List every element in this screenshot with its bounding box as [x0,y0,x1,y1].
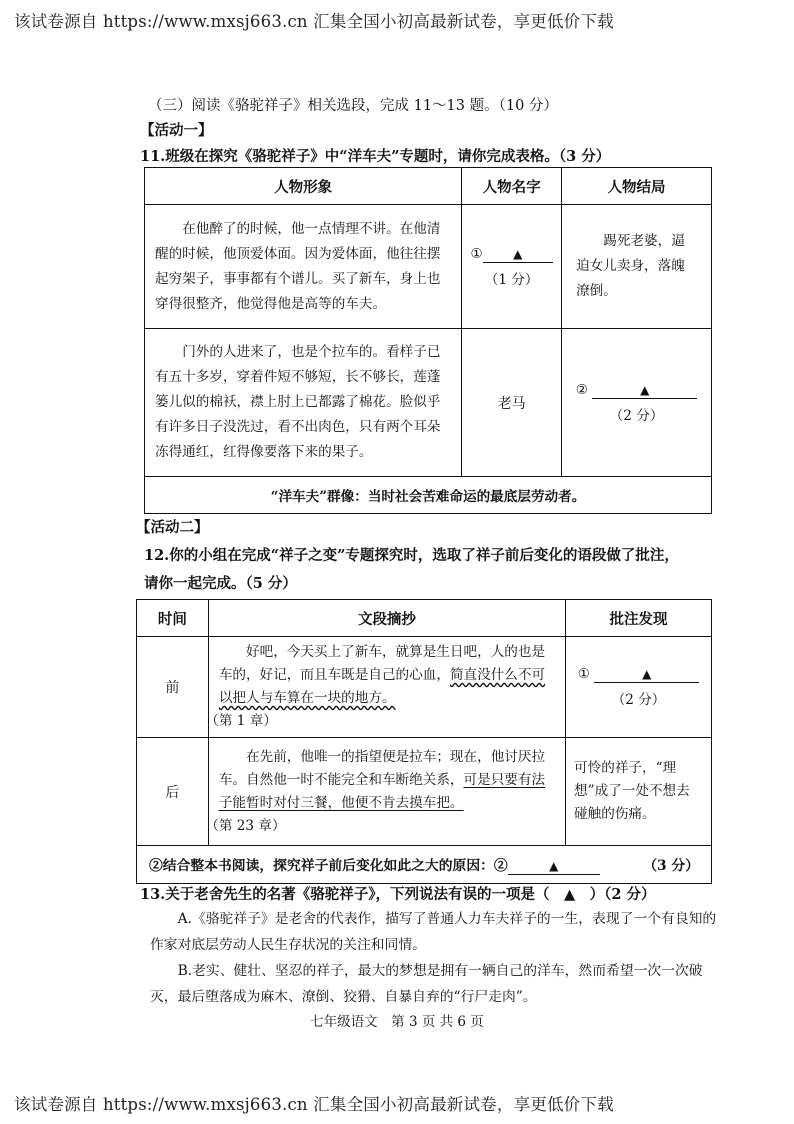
header-character-name: 人物名字 [462,168,562,205]
question-12-table [136,599,712,884]
watermark-bottom: 该试卷源自 https://www.mxsj663.cn 汇集全国小初高最新试卷，享更低价下载 [14,1095,614,1114]
option-b: B.老实、健壮、坚忍的祥子，最大的梦想是拥有一辆自己的洋车，然而希望一次一次破灭，最后堕落成为麻木、潦倒、狡猾、自暴自弃的“行尸走肉”。 [150,963,703,1005]
header-character-image: 人物形象 [145,168,462,205]
header-excerpt: 文段摘抄 [208,600,565,637]
table-row [145,329,712,477]
table-header-row [137,600,712,637]
answer-blank-1[interactable]: ▲ [483,246,553,263]
chapter-label: （第 23 章） [205,817,286,834]
table-header-row [145,168,712,205]
excerpt-after: 在先前，他唯一的指望便是拉车；现在，他讨厌拉车。自然他一时不能完全和车断绝关系，可是只要有法子能暂时对付三餐，他便不肯去摸车把。 （第 23 章） [205,748,546,834]
character-description-1: 在他醉了的时候，他一点情理不讲。在他清醒的时候，他顶爱体面。因为爱体面，他往往摆起穷架子，事事都有个谱儿。买了新车，身上也穿得很整齐，他觉得他是高等的车夫。 [155,220,441,312]
answer-blank-2[interactable]: ▲ [592,382,697,399]
time-before: 前 [137,637,209,738]
wavy-underlined-text: 简直没什么不可以把人与车算在一块的地方。 [218,667,546,706]
watermark-top: 该试卷源自 https://www.mxsj663.cn 汇集全国小初高最新试卷，享更低价下载 [14,12,614,31]
question-12-prompt-line2: 请你一起完成。（5 分） [144,575,297,592]
excerpt-before: 好吧，今天买上了新车，就算是生日吧，人的也是车的，好记，而且车既是自己的心血，简直没什么不可以把人与车算在一块的地方。 （第 1 章） [205,644,546,729]
answer-number-1: ① [470,245,483,262]
character-ending-1: 踢死老婆，逼迫女儿卖身，落魄潦倒。 [576,233,685,299]
header-character-ending: 人物结局 [562,168,712,205]
answer-number-3: ① [577,666,590,682]
points-label: （3 分） [643,858,699,874]
answer-blank-4[interactable]: ▲ [508,858,600,875]
chapter-label: （第 1 章） [205,713,277,729]
reason-row [137,846,712,884]
page-footer: 七年级语文 第 3 页 共 6 页 [310,1014,484,1030]
header-annotation: 批注发现 [566,600,712,637]
answer-number-2: ② [575,381,588,398]
table-row [137,738,712,846]
activity-one-label: 【活动一】 [140,122,213,139]
group-summary: “洋车夫”群像：当时社会苦难命运的最底层劳动者。 [145,477,712,514]
points-label: （2 分） [611,692,666,708]
annotation-after: 可怜的祥子，“理想”成了一处不想去碰触的伤痛。 [574,760,690,822]
question-11-prompt: 11.班级在探究《骆驼祥子》中“洋车夫”专题时，请你完成表格。（3 分） [140,148,611,165]
points-label: （1 分） [484,271,539,288]
time-after: 后 [137,738,209,846]
table-row [137,637,712,738]
underlined-text: 可是只要有法子能暂时对付三餐，他便不肯去摸车把。 [218,771,546,811]
character-name-2: 老马 [462,329,562,477]
points-label: （2 分） [609,407,664,424]
section-title: （三）阅读《骆驼祥子》相关选段，完成 11～13 题。（10 分） [148,98,558,114]
question-12-prompt-line1: 12.你的小组在完成“祥子之变”专题探究时，选取了祥子前后变化的语段做了批注， [144,547,679,564]
activity-two-label: 【活动二】 [136,519,209,536]
character-description-2: 门外的人进来了，也是个拉车的。看样子已有五十多岁，穿着件短不够短，长不够长，莲蓬篓儿似的棉袄，襟上肘上已都露了棉花。脸似乎有许多日子没洗过，看不出肉色，只有两个耳朵冻得通红，红得像要落下来的果子。 [155,344,441,460]
option-a: A.《骆驼祥子》是老舍的代表作，描写了普通人力车夫祥子的一生，表现了一个有良知的作家对底层劳动人民生存状况的关注和同情。 [150,911,717,953]
table-row [145,205,712,329]
header-time: 时间 [137,600,209,637]
reason-prompt: ②结合整本书阅读，探究祥子前后变化如此之大的原因：② [149,858,508,874]
answer-blank-3[interactable]: ▲ [594,666,699,683]
question-13-prompt: 13.关于老舍先生的名著《骆驼祥子》，下列说法有误的一项是（ ▲ ）（2 分） [140,886,656,903]
question-11-table [144,167,712,514]
